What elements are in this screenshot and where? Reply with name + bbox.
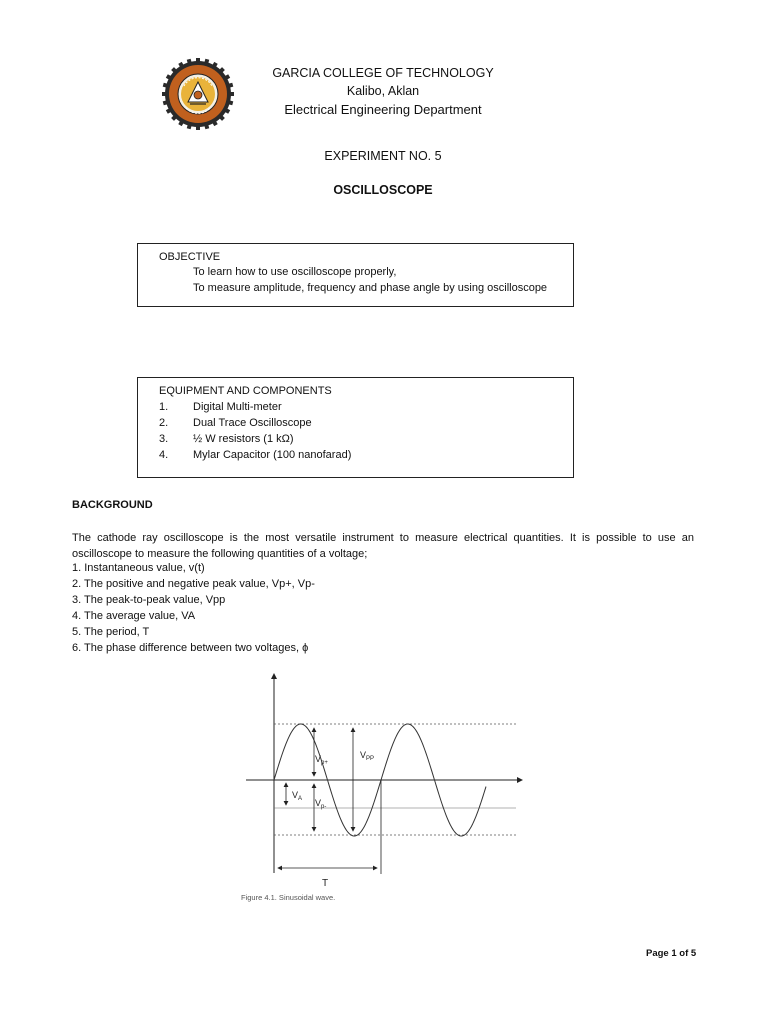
page-number: Page 1 of 5 [646,948,697,959]
background-list-item: 6. The phase difference between two voltages, ϕ [72,642,309,654]
background-list-item: 3. The peak-to-peak value, Vpp [72,594,226,606]
svg-text:VPP [360,750,374,762]
background-list-item: 1. Instantaneous value, v(t) [72,562,205,574]
college-name: GARCIA COLLEGE OF TECHNOLOGY [272,66,494,80]
vp-minus-sub: p- [321,804,327,810]
svg-text:VA [292,790,302,802]
equipment-item-number: 1. [159,401,169,413]
vp-plus-label: V [315,754,322,764]
equipment-item-text: ½ W resistors (1 kΩ) [193,433,294,445]
equipment-item-text: Mylar Capacitor (100 nanofarad) [193,449,352,461]
equipment-item-number: 4. [159,449,169,461]
va-sub: A [298,796,303,802]
equipment-heading: EQUIPMENT AND COMPONENTS [159,385,332,397]
background-heading: BACKGROUND [72,499,153,511]
objective-item: To measure amplitude, frequency and phase angle by using oscilloscope [193,282,548,294]
vpp-label: V [360,750,367,760]
objective-box [137,243,574,307]
college-logo [162,58,234,130]
equipment-item-number: 2. [159,417,169,429]
background-list-item: 5. The period, T [72,626,150,638]
equipment-box [137,377,574,478]
sinusoidal-wave-figure [240,668,530,898]
va-label: V [292,790,299,800]
equipment-item-text: Digital Multi-meter [193,401,282,413]
equipment-item-text: Dual Trace Oscilloscope [193,417,312,429]
objective-heading: OBJECTIVE [159,251,221,263]
background-paragraph: The cathode ray oscilloscope is the most versatile instrument to measure electrical quantities. It is possible to use an oscilloscope to measure the following quantities of a voltage; [72,532,694,560]
objective-item: To learn how to use oscilloscope properly, [193,266,397,278]
background-list-item: 4. The average value, VA [72,610,196,622]
figure-caption: Figure 4.1. Sinusoidal wave. [241,893,336,902]
background-list-item: 2. The positive and negative peak value, Vp+, Vp- [72,578,315,590]
period-label: T [322,878,329,889]
experiment-title: OSCILLOSCOPE [333,183,433,197]
vp-plus-sub: p+ [321,760,328,766]
college-location: Kalibo, Aklan [346,84,420,98]
department-name: Electrical Engineering Department [284,102,482,117]
equipment-item-number: 3. [159,433,169,445]
svg-text:Vp+ [315,754,328,766]
experiment-number: EXPERIMENT NO. 5 [324,149,442,163]
vpp-sub: PP [366,756,375,762]
vp-minus-label: V [315,798,322,808]
